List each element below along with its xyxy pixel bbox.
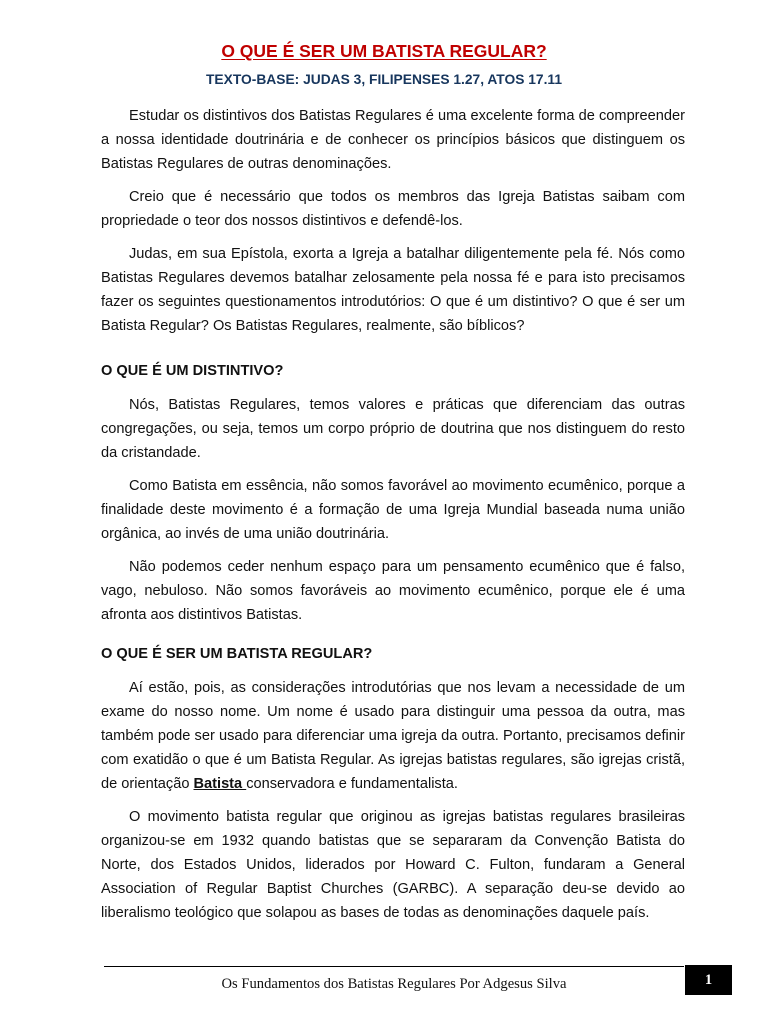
intro-paragraph-1: Estudar os distintivos dos Batistas Regulares é uma excelente forma de compreender a nossa identidade doutrinária e de conhecer os princípios básicos que distinguem os Batistas Regulares de outras denominações. bbox=[101, 108, 685, 172]
section1-paragraph-1: Nós, Batistas Regulares, temos valores e práticas que diferenciam das outras congregações, ou seja, temos um corpo próprio de doutrina que nos distinguem do resto da cristandade. bbox=[101, 397, 685, 461]
page-number: 1 bbox=[704, 971, 713, 988]
section1-paragraph-2: Como Batista em essência, não somos favorável ao movimento ecumênico, porque a finalidade deste movimento é a formação de uma Igreja Mundial baseada numa união orgânica, ao invés de uma união doutrinária. bbox=[101, 478, 685, 542]
intro-paragraph-3: Judas, em sua Epístola, exorta a Igreja a batalhar diligentemente pela fé. Nós como Batistas Regulares devemos batalhar zelosamente pela nossa fé e para isto precisamos fazer os seguintes questionamentos introdutórios: O que é um distintivo? O que é ser um Batista Regular? Os Batistas Regulares, realmente, são bíblicos? bbox=[101, 246, 685, 334]
document-body bbox=[101, 104, 685, 925]
section-heading-batista-regular: O QUE É SER UM BATISTA REGULAR? bbox=[101, 646, 373, 662]
section2-paragraph-2: O movimento batista regular que originou as igrejas batistas regulares brasileiras organizou-se em 1932 quando batistas que se separaram da Convenção Batista do Norte, dos Estados Unidos, liderados por Howard C. Fulton, fundaram a General Association of Regular Baptist Churches (GARBC). A separação deu-se devido ao liberalismo teológico que solapou as bases de todas as denominações daquele país. bbox=[101, 809, 685, 921]
page-number-badge bbox=[685, 965, 732, 995]
section1-paragraph-3: Não podemos ceder nenhum espaço para um pensamento ecumênico que é falso, vago, nebuloso. Não somos favoráveis ao movimento ecumênico, porque ele é uma afronta aos distintivos Batistas. bbox=[101, 559, 685, 623]
footer-divider bbox=[104, 966, 684, 967]
footer-text: Os Fundamentos dos Batistas Regulares Por Adgesus Silva bbox=[221, 976, 567, 992]
section-heading-distintivo: O QUE É UM DISTINTIVO? bbox=[101, 363, 284, 379]
section2-paragraph-1 bbox=[101, 676, 685, 796]
document-title: O QUE É SER UM BATISTA REGULAR? bbox=[221, 41, 547, 61]
intro-paragraph-2: Creio que é necessário que todos os membros das Igreja Batistas saibam com propriedade o teor dos nossos distintivos e defendê-los. bbox=[101, 189, 685, 229]
section2-p1-text-end: conservadora e fundamentalista. bbox=[246, 776, 458, 792]
section2-p1-text-start: Aí estão, pois, as considerações introdutórias que nos levam a necessidade de um exame do nosso nome. Um nome é usado para distinguir uma pessoa da outra, mas também pode ser usado para diferenciar uma igreja da outra. Portanto, precisamos definir com exatidão o que é um Batista Regular. As igrejas batistas regulares, são igrejas cristã, de orientação bbox=[101, 680, 685, 792]
document-subtitle: TEXTO-BASE: JUDAS 3, FILIPENSES 1.27, ATOS 17.11 bbox=[205, 72, 563, 87]
batista-keyword: Batista bbox=[193, 776, 247, 792]
